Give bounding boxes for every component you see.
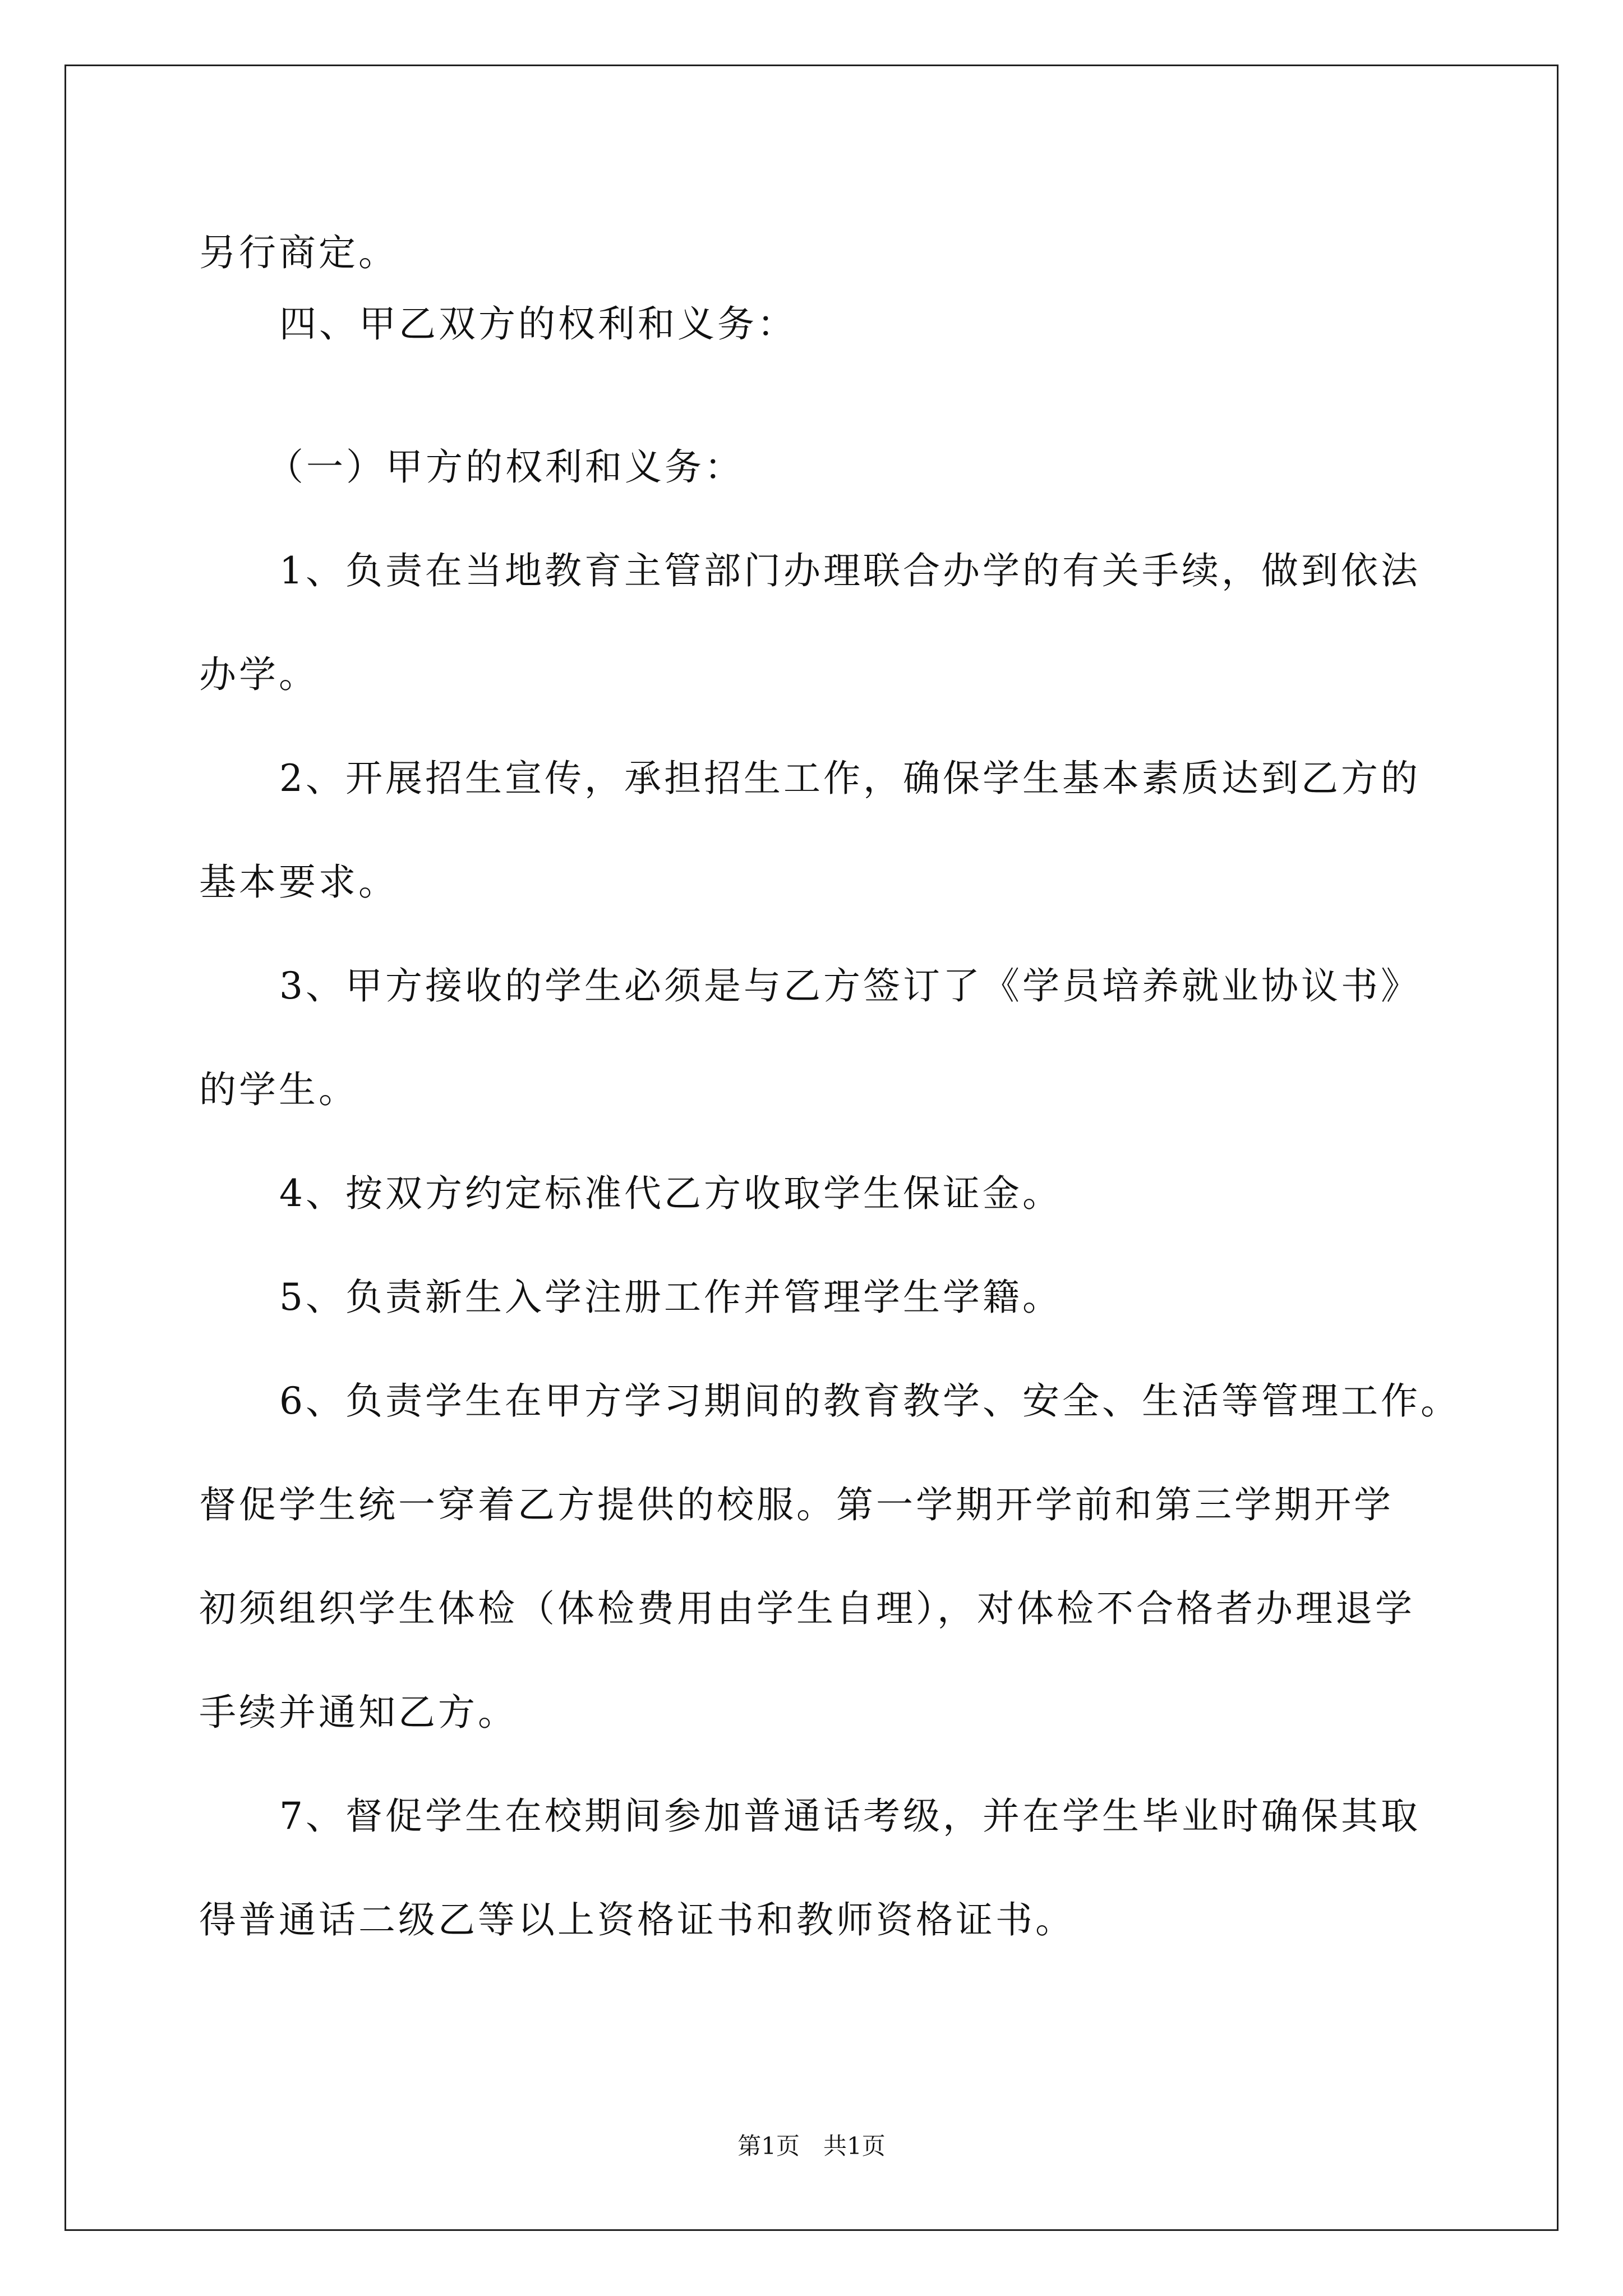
- clause-3-line-2: 的学生。: [199, 1068, 358, 1111]
- clause-1-line-2: 办学。: [199, 653, 319, 696]
- body-line: 另行商定。: [199, 231, 398, 274]
- page-number-footer: 第1页 共1页: [737, 2132, 886, 2160]
- clause-6-line-3: 初须组织学生体检（体检费用由学生自理），对体检不合格者办理退学: [199, 1587, 1415, 1630]
- clause-6-line-1: 6、负责学生在甲方学习期间的教育教学、安全、生活等管理工作。: [279, 1379, 1460, 1423]
- clause-3-line-1: 3、甲方接收的学生必须是与乙方签订了《学员培养就业协议书》: [279, 964, 1421, 1007]
- clause-4: 4、按双方约定标准代乙方收取学生保证金。: [279, 1172, 1062, 1215]
- subsection-heading: （一）甲方的权利和义务：: [266, 445, 744, 489]
- clause-1-line-1: 1、负责在当地教育主管部门办理联合办学的有关手续，做到依法: [279, 549, 1421, 592]
- clause-6-line-4: 手续并通知乙方。: [199, 1691, 518, 1734]
- clause-7-line-2: 得普通话二级乙等以上资格证书和教师资格证书。: [199, 1898, 1075, 1941]
- section-heading: 四、甲乙双方的权利和义务：: [279, 302, 797, 346]
- clause-7-line-1: 7、督促学生在校期间参加普通话考级，并在学生毕业时确保其取: [279, 1795, 1421, 1838]
- clause-2-line-2: 基本要求。: [199, 861, 398, 904]
- clause-6-line-2: 督促学生统一穿着乙方提供的校服。第一学期开学前和第三学期开学: [199, 1483, 1394, 1526]
- clause-5: 5、负责新生入学注册工作并管理学生学籍。: [279, 1276, 1062, 1319]
- clause-2-line-1: 2、开展招生宣传，承担招生工作，确保学生基本素质达到乙方的: [279, 757, 1421, 800]
